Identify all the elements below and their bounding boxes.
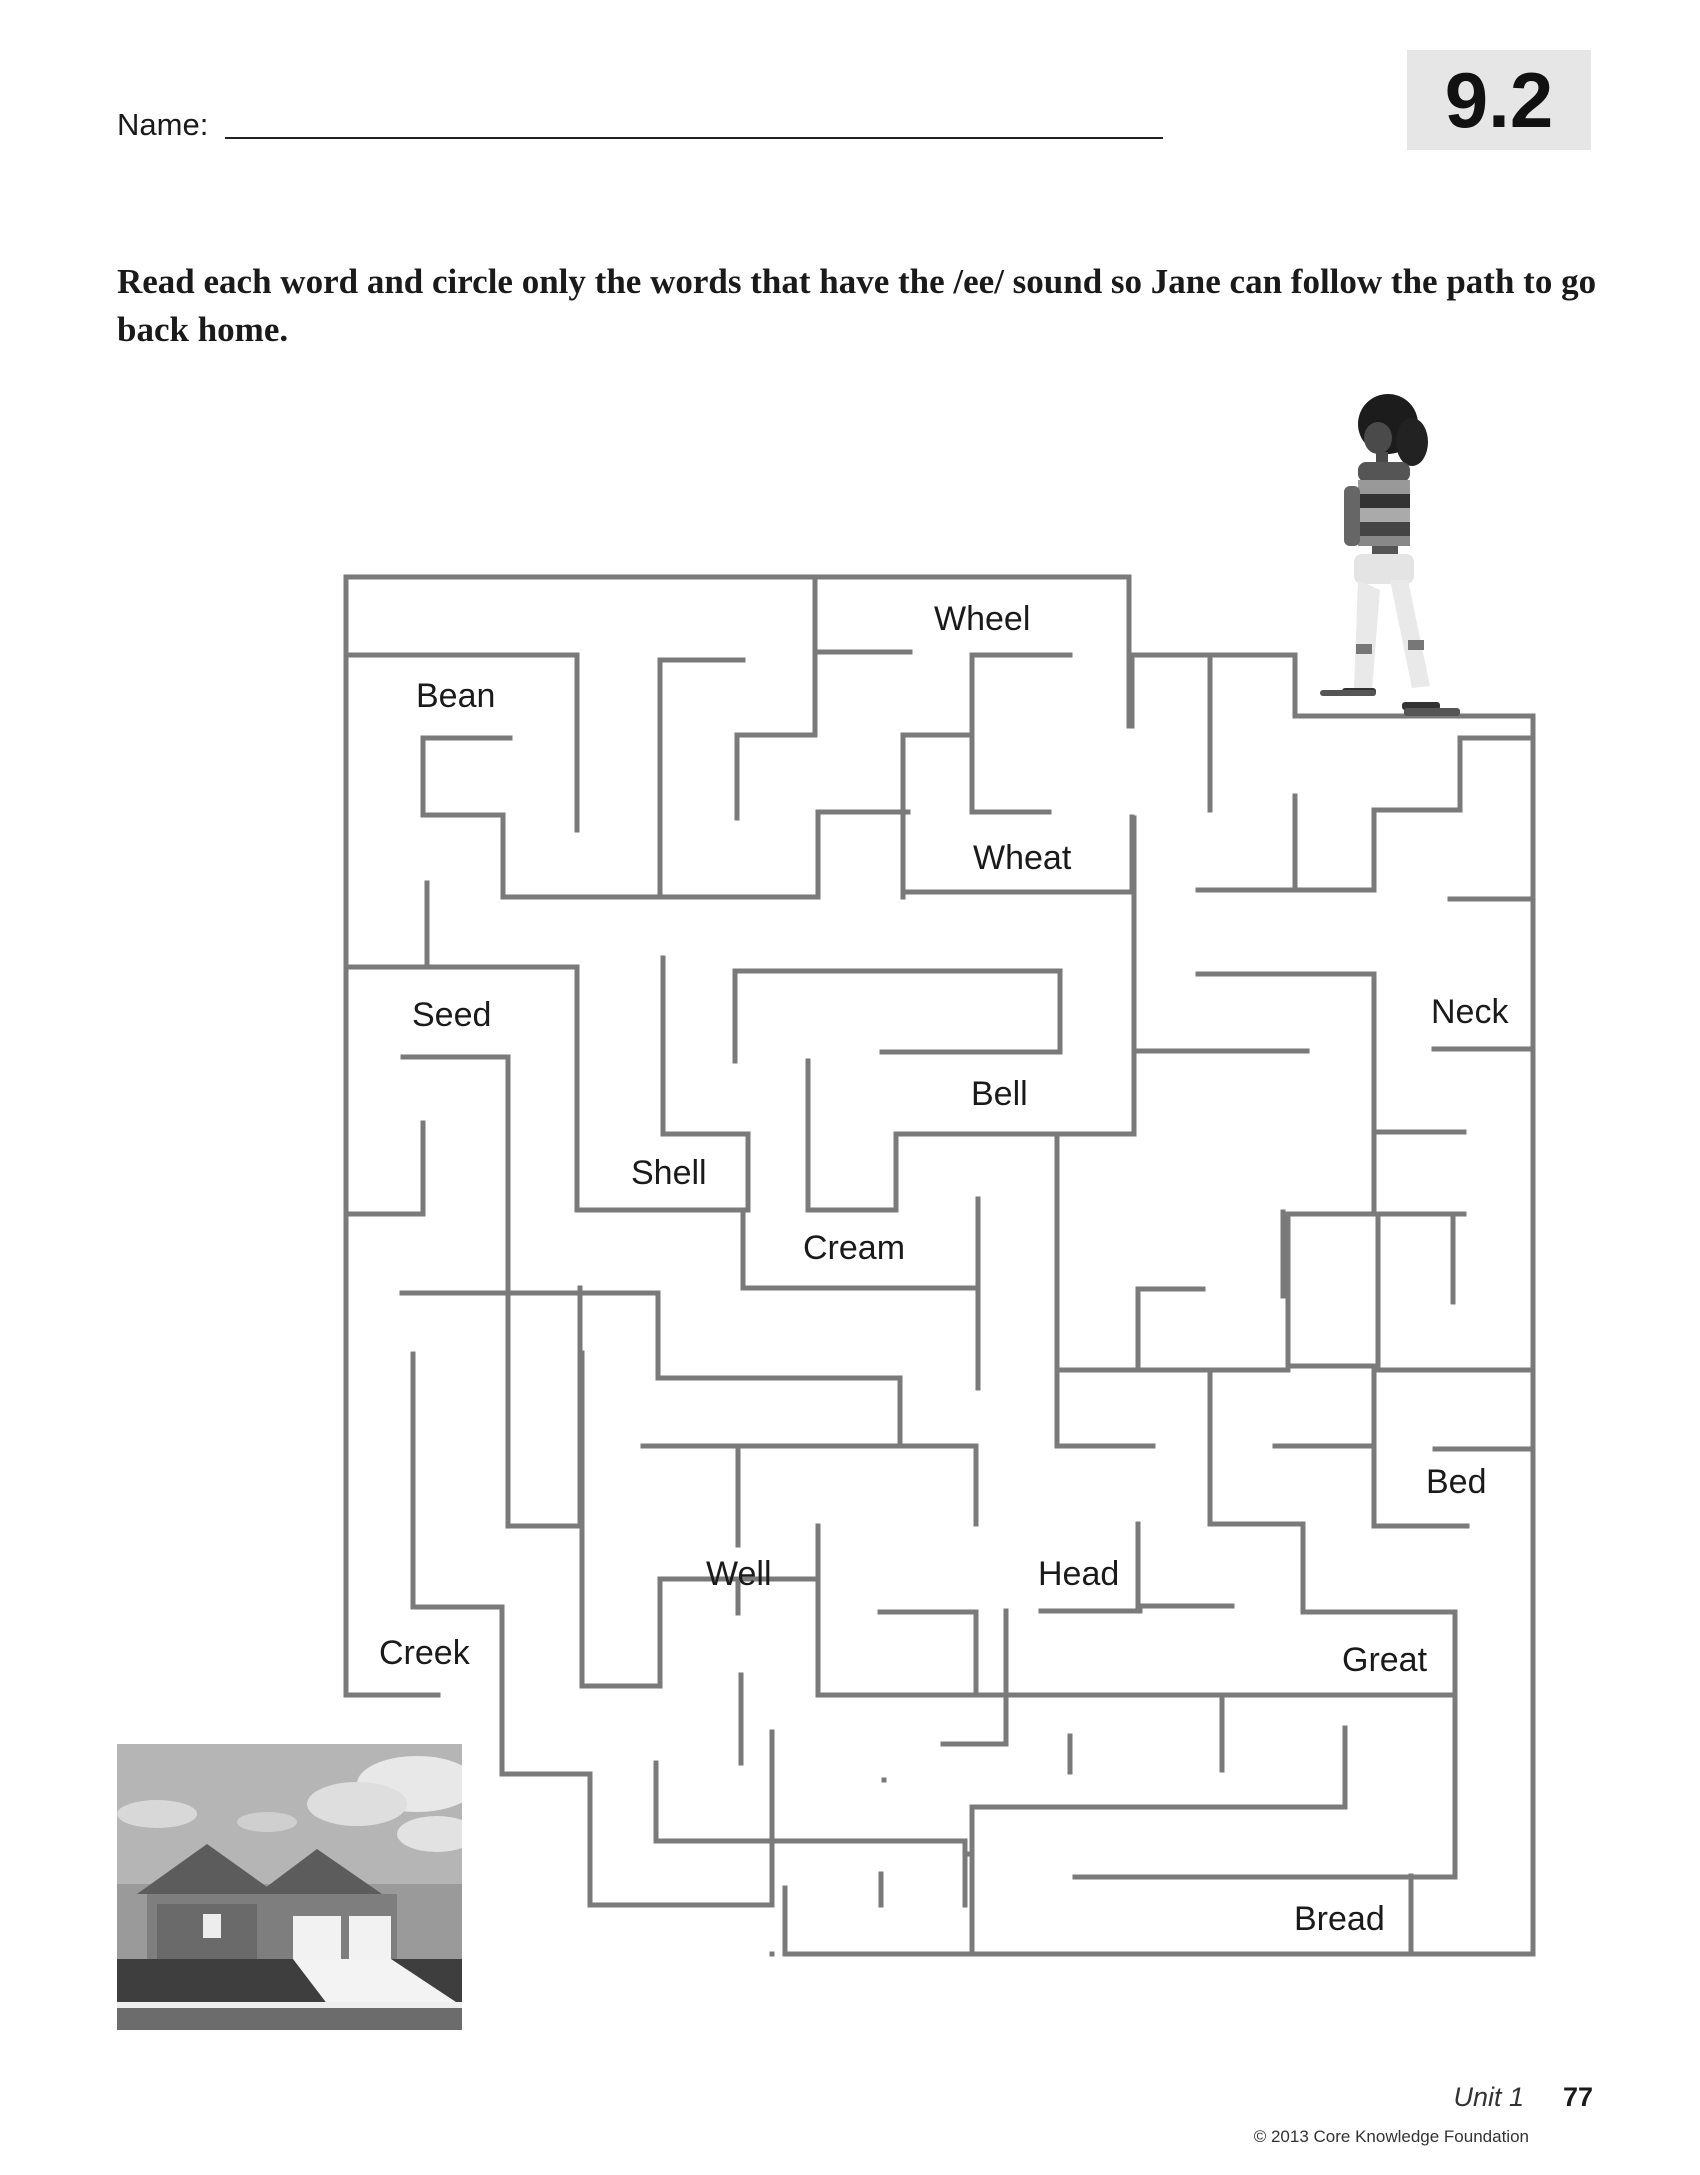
footer-copyright: © 2013 Core Knowledge Foundation: [1253, 2127, 1529, 2146]
maze-word-well[interactable]: Well: [706, 1555, 772, 1593]
maze-word-wheat[interactable]: Wheat: [973, 839, 1072, 877]
footer-page-number: 77: [1562, 2082, 1593, 2112]
maze-word-neck[interactable]: Neck: [1431, 993, 1509, 1031]
maze-word-great[interactable]: Great: [1342, 1641, 1428, 1679]
house-image: [117, 1744, 462, 2030]
maze-word-wheel[interactable]: Wheel: [934, 600, 1031, 638]
maze-word-bed[interactable]: Bed: [1426, 1463, 1487, 1501]
maze-word-bread[interactable]: Bread: [1294, 1900, 1385, 1938]
maze-word-shell[interactable]: Shell: [631, 1154, 707, 1192]
maze-word-seed[interactable]: Seed: [412, 996, 492, 1034]
maze-word-head[interactable]: Head: [1038, 1555, 1120, 1593]
footer-unit: Unit 1: [1453, 2082, 1524, 2112]
maze-word-bean[interactable]: Bean: [416, 677, 496, 715]
instructions: Read each word and circle only the words that have the /ee/ sound so Jane can follow the path to go back home.: [117, 262, 1597, 349]
worksheet-number: 9.2: [1444, 55, 1554, 144]
maze-word-bell[interactable]: Bell: [971, 1075, 1028, 1113]
maze-word-cream[interactable]: Cream: [803, 1229, 906, 1267]
name-label: Name:: [117, 107, 209, 142]
girl-walking-image: [1300, 390, 1470, 730]
maze-word-creek[interactable]: Creek: [379, 1634, 470, 1672]
